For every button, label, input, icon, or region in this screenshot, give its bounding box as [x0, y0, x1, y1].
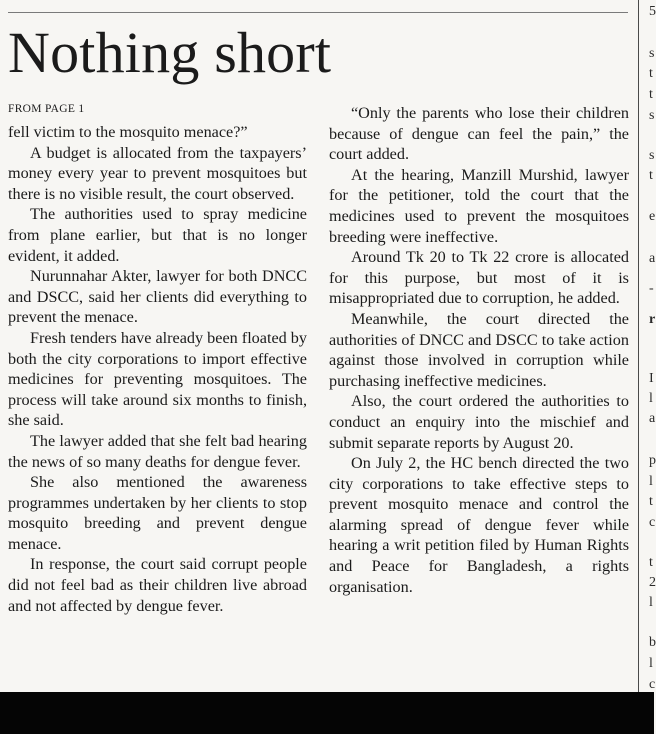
edge-fragment: l — [649, 391, 653, 406]
column-divider — [638, 0, 639, 692]
edge-fragment: s — [649, 108, 655, 123]
edge-fragment: b — [649, 635, 656, 650]
edge-fragment: a — [649, 251, 656, 266]
edge-fragment: e — [649, 209, 656, 224]
edge-fragment: s — [649, 46, 655, 61]
edge-fragment: p — [649, 453, 656, 468]
edge-fragment: l — [649, 656, 653, 671]
paragraph: The lawyer added that she felt bad hearing the news of so many deaths for dengue fever. — [8, 431, 307, 471]
edge-fragment: t — [649, 494, 653, 509]
headline: Nothing short — [8, 20, 332, 85]
edge-fragment: c — [649, 677, 656, 692]
paragraph: In response, the court said corrupt people did not feel bad as their children live abroad and not affected by dengue fever. — [8, 555, 307, 615]
edge-fragment: l — [649, 474, 653, 489]
edge-fragment: r — [649, 312, 656, 327]
edge-fragment: t — [649, 66, 653, 81]
article-column-1 — [8, 122, 307, 616]
bottom-black-bar — [0, 692, 654, 734]
edge-fragment: t — [649, 168, 653, 183]
paragraph: On July 2, the HC bench directed the two city corporations to take effective steps to prevent mosquito menace and control the alarming spread of dengue fever while hearing a writ petition filed by Human Rights and Peace for Bangladesh, a rights organisation. — [329, 454, 629, 596]
edge-fragment: I — [649, 371, 654, 386]
paragraph: The authorities used to spray medicine from plane earlier, but that is no longer evident, it added. — [8, 205, 307, 265]
edge-fragment: l — [649, 595, 653, 610]
edge-fragment: c — [649, 515, 656, 530]
edge-fragment: t — [649, 555, 653, 570]
paragraph: Meanwhile, the court directed the authorities of DNCC and DSCC to take action against those involved in corruption while purchasing ineffective medicines. — [329, 309, 629, 390]
paragraph: Also, the court ordered the authorities to conduct an enquiry into the mischief and submit separate reports by August 20. — [329, 392, 629, 452]
paragraph: She also mentioned the awareness programmes undertaken by her clients to stop mosquito breeding and prevent dengue menace. — [8, 473, 307, 553]
edge-fragment: a — [649, 411, 656, 426]
edge-fragment: 5 — [649, 4, 656, 19]
article-column-2 — [329, 103, 629, 597]
edge-fragment: 2 — [649, 575, 656, 590]
paragraph: A budget is allocated from the taxpayers’ money every year to prevent mosquitoes but there is no visible result, the court observed. — [8, 143, 307, 203]
edge-fragment: - — [649, 281, 654, 296]
top-rule — [8, 12, 628, 13]
edge-fragment: t — [649, 87, 653, 102]
edge-fragment: s — [649, 148, 655, 163]
paragraph: At the hearing, Manzill Murshid, lawyer for the petitioner, told the court that the medicines used to prevent the mosquitoes breeding were ineffective. — [329, 165, 629, 246]
paragraph: Fresh tenders have already been floated by both the city corporations to import effective medicines for preventing mosquitoes. The process will take around six months to finish, she said. — [8, 328, 307, 430]
paragraph: Nurunnahar Akter, lawyer for both DNCC and DSCC, said her clients did everything to prevent the menace. — [8, 267, 307, 327]
paragraph: “Only the parents who lose their children because of dengue can feel the pain,” the court added. — [329, 104, 629, 164]
paragraph: Around Tk 20 to Tk 22 crore is allocated for this purpose, but most of it is misappropriated due to corruption, he added. — [329, 248, 629, 308]
jump-label: FROM PAGE 1 — [8, 103, 85, 115]
paragraph: fell victim to the mosquito menace?” — [8, 123, 248, 141]
